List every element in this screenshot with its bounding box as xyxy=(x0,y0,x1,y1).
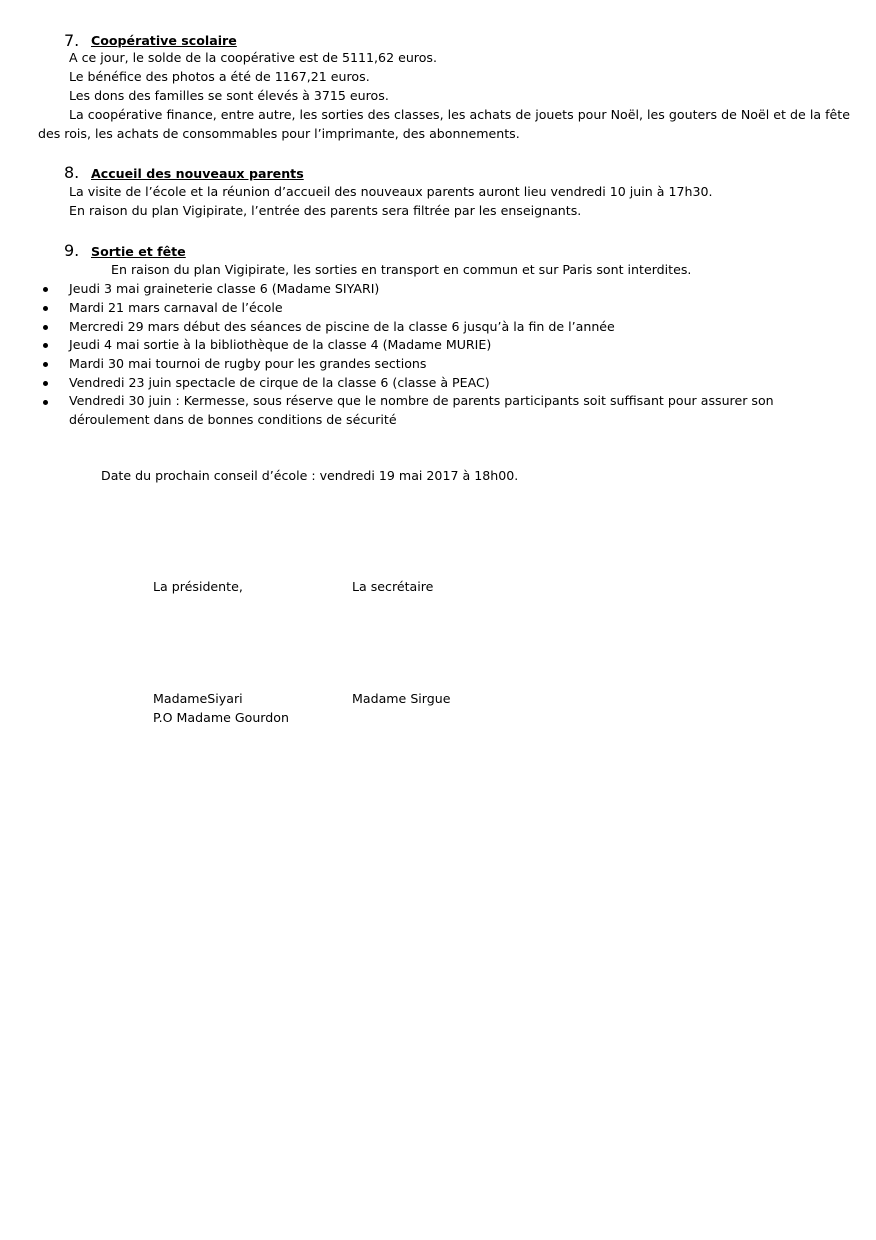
bullet-icon xyxy=(43,381,48,386)
section-7-line-2: Le bénéfice des photos a été de 1167,21 euros. xyxy=(69,69,370,84)
section-7-line-1: A ce jour, le solde de la coopérative est de 5111,62 euros. xyxy=(69,50,437,65)
bullet-icon xyxy=(43,306,48,311)
bullet-icon xyxy=(43,287,48,292)
bullet-icon xyxy=(43,325,48,330)
bullet-icon xyxy=(43,362,48,367)
list-item-text: Mardi 30 mai tournoi de rugby pour les grandes sections xyxy=(69,356,427,371)
secretary-name: Madame Sirgue xyxy=(352,691,451,706)
section-8-number: 8. xyxy=(64,163,80,182)
list-item-text: Jeudi 4 mai sortie à la bibliothèque de la classe 4 (Madame MURIE) xyxy=(69,337,492,352)
section-7-title: Coopérative scolaire xyxy=(91,33,237,48)
section-7-number: 7. xyxy=(64,31,80,50)
section-9-number: 9. xyxy=(64,241,80,260)
section-8-title: Accueil des nouveaux parents xyxy=(91,166,304,181)
section-9-title: Sortie et fête xyxy=(91,244,186,259)
president-proxy-name: P.O Madame Gourdon xyxy=(153,710,289,725)
secretary-role: La secrétaire xyxy=(352,579,434,594)
section-9-intro: En raison du plan Vigipirate, les sorties en transport en commun et sur Paris sont interdites. xyxy=(111,262,692,277)
bullet-icon xyxy=(43,343,48,348)
list-item-text: Mardi 21 mars carnaval de l’école xyxy=(69,300,283,315)
list-item-text: Mercredi 29 mars début des séances de piscine de la classe 6 jusqu’à la fin de l’année xyxy=(69,319,615,334)
section-7-line-3: Les dons des familles se sont élevés à 3715 euros. xyxy=(69,88,389,103)
next-meeting-date: Date du prochain conseil d’école : vendredi 19 mai 2017 à 18h00. xyxy=(101,468,519,483)
bullet-icon xyxy=(43,400,48,405)
section-8-line-2: En raison du plan Vigipirate, l’entrée des parents sera filtrée par les enseignants. xyxy=(69,203,582,218)
section-8-line-1: La visite de l’école et la réunion d’accueil des nouveaux parents auront lieu vendredi 10 juin à 17h30. xyxy=(69,184,713,199)
section-7-paragraph: La coopérative finance, entre autre, les sorties des classes, les achats de jouets pour Noël, les gouters de Noël et de la fête des rois, les achats de consommables pour l’imprimante, des abonnements. xyxy=(38,107,850,141)
president-name: MadameSiyari xyxy=(153,691,243,706)
president-role: La présidente, xyxy=(153,579,243,594)
list-item-text: Vendredi 23 juin spectacle de cirque de la classe 6 (classe à PEAC) xyxy=(69,375,490,390)
list-item-text: Vendredi 30 juin : Kermesse, sous réserve que le nombre de parents participants soit suffisant pour assurer son déroulement dans de bonnes conditions de sécurité xyxy=(69,393,774,427)
list-item-text: Jeudi 3 mai graineterie classe 6 (Madame SIYARI) xyxy=(69,281,380,296)
